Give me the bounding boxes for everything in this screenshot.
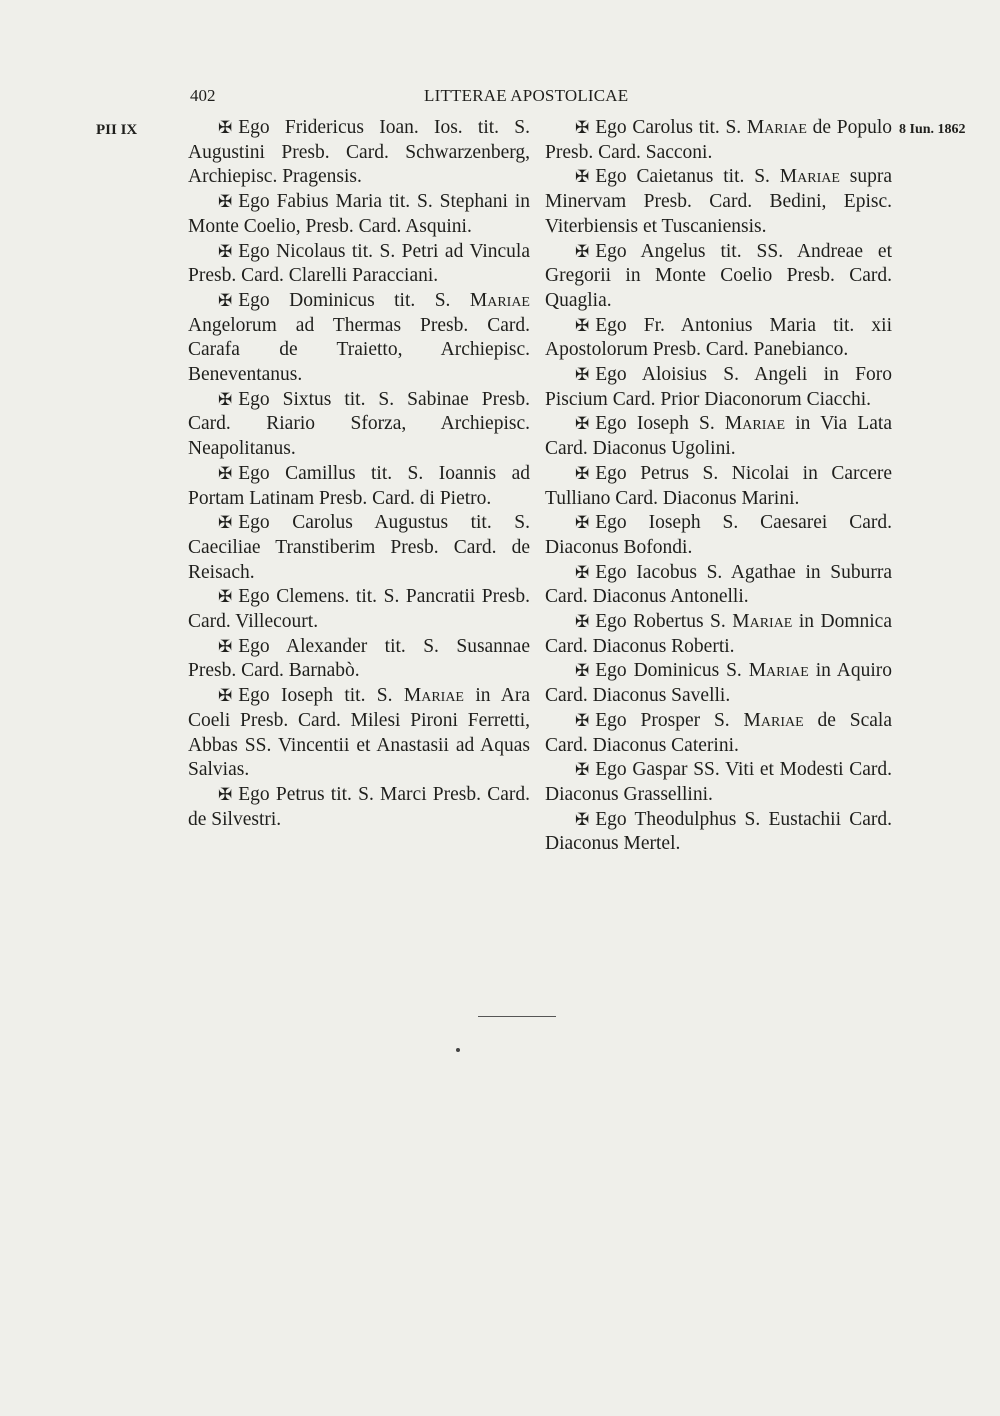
signature-entry xyxy=(188,289,530,388)
end-rule xyxy=(478,1016,556,1017)
cross-icon: ✠ xyxy=(218,290,233,310)
signature-text: Ego Petrus tit. S. Marci Presb. Card. de Silvestri. xyxy=(188,783,530,830)
signature-text: Ego Aloisius S. Angeli in Foro Piscium Card. Prior Diaconorum Ciacchi. xyxy=(545,364,892,410)
cross-icon: ✠ xyxy=(218,686,233,706)
signature-entry xyxy=(545,511,892,560)
margin-note-right: 8 Iun. 1862 xyxy=(899,122,966,137)
cross-icon: ✠ xyxy=(575,760,590,780)
signature-entry xyxy=(188,240,530,289)
signature-text: Ego Sixtus tit. S. Sabinae Presb. Card. Riario Sforza, Archiepisc. Neapolitanus. xyxy=(188,388,530,460)
cross-icon: ✠ xyxy=(575,463,590,483)
signature-entry xyxy=(545,709,892,758)
cross-icon: ✠ xyxy=(218,784,233,804)
right-column xyxy=(545,116,892,857)
signature-text: Ego Fr. Antonius Maria tit. xii Apostolorum Presb. Card. Panebianco. xyxy=(545,314,892,361)
signature-entry xyxy=(545,165,892,239)
ornament-dot xyxy=(456,1048,460,1052)
page-number: 402 xyxy=(190,86,216,105)
signature-text: Ego Nicolaus tit. S. Petri ad Vincula Presb. Card. Clarelli Paracciani. xyxy=(188,240,530,287)
signature-text: Ego Dominicus S. Mariae in Aquiro Card. Diaconus Savelli. xyxy=(545,660,892,707)
signature-text: Ego Petrus S. Nicolai in Carcere Tulliano Card. Diaconus Marini. xyxy=(545,462,892,509)
signature-entry xyxy=(188,684,530,783)
signature-entry xyxy=(545,659,892,708)
signature-entry xyxy=(545,758,892,807)
signature-text: Ego Gaspar SS. Viti et Modesti Card. Diaconus Grassellini. xyxy=(545,759,892,805)
cross-icon: ✠ xyxy=(575,167,590,187)
signature-text: Ego Robertus S. Mariae in Domnica Card. Diaconus Roberti. xyxy=(545,611,892,657)
cross-icon: ✠ xyxy=(218,192,233,212)
signature-entry xyxy=(188,511,530,585)
signature-entry xyxy=(545,314,892,363)
signature-entry xyxy=(545,610,892,659)
signature-text: Ego Theodulphus S. Eustachii Card. Diaconus Mertel. xyxy=(545,808,892,855)
cross-icon: ✠ xyxy=(575,414,590,434)
signature-entry xyxy=(545,363,892,412)
cross-icon: ✠ xyxy=(575,661,590,681)
cross-icon: ✠ xyxy=(218,587,233,607)
cross-icon: ✠ xyxy=(575,809,590,829)
cross-icon: ✠ xyxy=(218,513,233,533)
cross-icon: ✠ xyxy=(575,513,590,533)
cross-icon: ✠ xyxy=(218,118,233,137)
signature-entry xyxy=(188,585,530,634)
cross-icon: ✠ xyxy=(575,241,590,261)
signature-entry xyxy=(545,561,892,610)
signature-entry xyxy=(188,190,530,239)
signature-entry xyxy=(188,388,530,462)
margin-note-left: PII IX xyxy=(96,122,138,138)
signature-text: Ego Caietanus tit. S. Mariae supra Minervam Presb. Card. Bedini, Episc. Viterbiensis et Tuscaniensis. xyxy=(545,166,892,237)
cross-icon: ✠ xyxy=(218,463,233,483)
signature-entry xyxy=(545,462,892,511)
cross-icon: ✠ xyxy=(218,636,233,656)
cross-icon: ✠ xyxy=(575,710,590,730)
signature-text: Ego Fridericus Ioan. Ios. tit. S. Augustini Presb. Card. Schwarzenberg, Archiepisc. Pragensis. xyxy=(188,117,530,188)
signature-text: Ego Alexander tit. S. Susannae Presb. Card. Barnabò. xyxy=(188,635,530,682)
cross-icon: ✠ xyxy=(218,241,233,261)
signature-text: Ego Clemens. tit. S. Pancratii Presb. Card. Villecourt. xyxy=(188,586,530,633)
signature-entry xyxy=(188,462,530,511)
signature-text: Ego Prosper S. Mariae de Scala Card. Diaconus Caterini. xyxy=(545,709,892,756)
signature-text: Ego Camillus tit. S. Ioannis ad Portam Latinam Presb. Card. di Pietro. xyxy=(188,462,530,509)
signature-entry xyxy=(188,116,530,190)
signature-text: Ego Ioseph S. Caesarei Card. Diaconus Bofondi. xyxy=(545,512,892,558)
signature-text: Ego Carolus tit. S. Mariae de Populo Presb. Card. Sacconi. xyxy=(545,117,892,163)
signature-text: Ego Ioseph S. Mariae in Via Lata Card. Diaconus Ugolini. xyxy=(545,413,892,460)
cross-icon: ✠ xyxy=(218,389,233,409)
signature-text: Ego Angelus tit. SS. Andreae et Gregorii in Monte Coelio Presb. Card. Quaglia. xyxy=(545,240,892,311)
cross-icon: ✠ xyxy=(575,562,590,582)
running-head: LITTERAE APOSTOLICAE xyxy=(424,86,629,105)
cross-icon: ✠ xyxy=(575,118,590,137)
signature-entry xyxy=(545,116,892,165)
cross-icon: ✠ xyxy=(575,315,590,335)
signature-entry xyxy=(188,783,530,832)
signature-text: Ego Dominicus tit. S. Mariae Angelorum ad Thermas Presb. Card. Carafa de Traietto, Archiepisc. Beneventanus. xyxy=(188,289,530,386)
signature-entry xyxy=(545,412,892,461)
signature-entry xyxy=(545,240,892,314)
cross-icon: ✠ xyxy=(575,365,590,385)
cross-icon: ✠ xyxy=(575,612,590,632)
signature-entry xyxy=(545,808,892,857)
signature-text: Ego Carolus Augustus tit. S. Caeciliae Transtiberim Presb. Card. de Reisach. xyxy=(188,512,530,583)
left-column xyxy=(188,116,530,832)
signature-text: Ego Iacobus S. Agathae in Suburra Card. Diaconus Antonelli. xyxy=(545,561,892,608)
signature-text: Ego Ioseph tit. S. Mariae in Ara Coeli Presb. Card. Milesi Pironi Ferretti, Abbas SS. Vincentii et Anastasii ad Aquas Salvias. xyxy=(188,685,531,781)
signature-text: Ego Fabius Maria tit. S. Stephani in Monte Coelio, Presb. Card. Asquini. xyxy=(188,191,530,237)
signature-entry xyxy=(188,635,530,684)
